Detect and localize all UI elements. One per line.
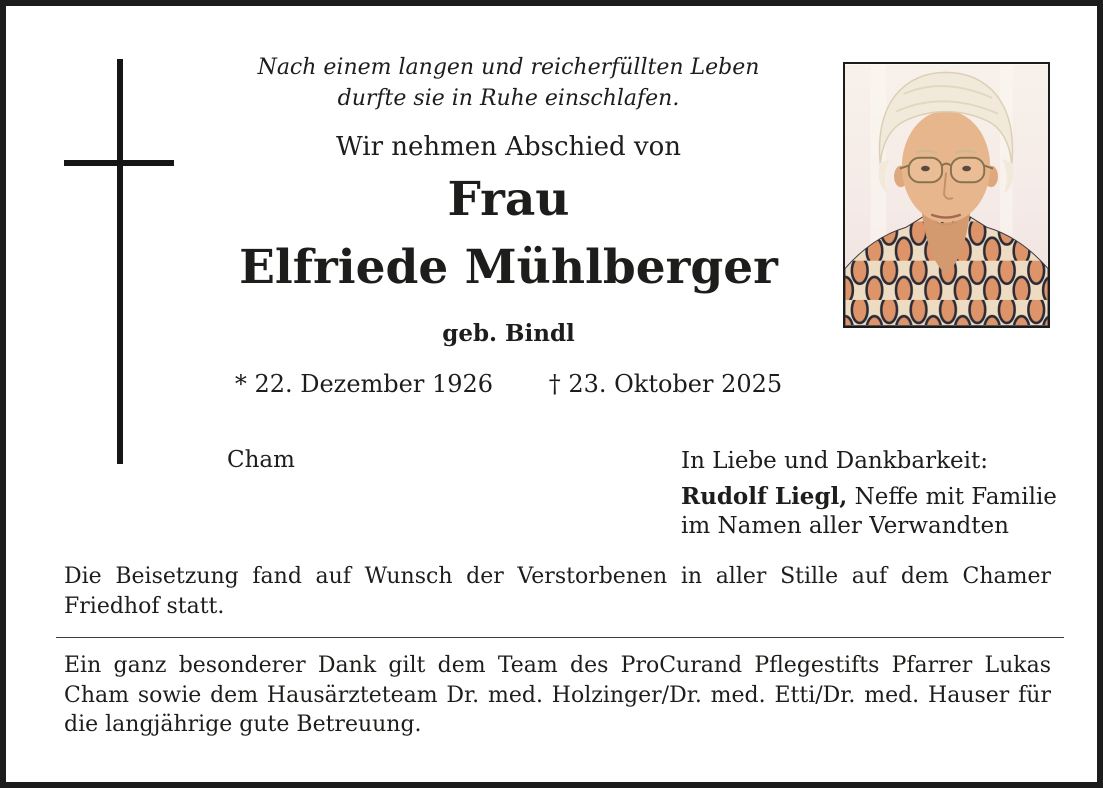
mourner-line-1 bbox=[681, 482, 1061, 512]
maiden-name: geb. Bindl bbox=[442, 320, 575, 347]
memorial-cross-horizontal-bar bbox=[64, 160, 174, 166]
thanks-note: Ein ganz besonderer Dank gilt dem Team des ProCurand Pflegestifts Pfarrer Lukas Cham sowie dem Hausärzteteam Dr. med. Holzinger/Dr. med. Etti/Dr. med. Hauser für die langjährige gute Betreuung. bbox=[64, 653, 1051, 737]
burial-note: Die Beisetzung fand auf Wunsch der Verstorbenen in aller Stille auf dem Chamer Friedhof statt. bbox=[64, 564, 1051, 619]
portrait-photo-illustration bbox=[845, 64, 1048, 326]
portrait-photo bbox=[843, 62, 1050, 328]
section-divider bbox=[56, 637, 1064, 638]
mourner-relation: Neffe mit Familie bbox=[854, 484, 1057, 510]
deceased-name: Elfriede Mühlberger bbox=[239, 240, 778, 295]
memorial-cross-vertical-bar bbox=[117, 59, 123, 464]
death-date: † 23. Oktober 2025 bbox=[548, 370, 783, 398]
mourners-block bbox=[681, 447, 1061, 541]
farewell-line: Wir nehmen Abschied von bbox=[336, 132, 681, 162]
birth-date: * 22. Dezember 1926 bbox=[234, 370, 494, 398]
mourner-line-2: im Namen aller Verwandten bbox=[681, 513, 1009, 539]
mourner-name: Rudolf Liegl, bbox=[681, 483, 848, 510]
epigraph-line-1: Nach einem langen und reicherfüllten Leben bbox=[257, 55, 760, 80]
salutation: Frau bbox=[447, 172, 570, 227]
epigraph-line-2: durfte sie in Ruhe einschlafen. bbox=[337, 86, 680, 111]
life-dates bbox=[191, 370, 826, 398]
condolence-heading: In Liebe und Dankbarkeit: bbox=[681, 448, 988, 474]
epigraph bbox=[191, 52, 826, 114]
place-name: Cham bbox=[227, 447, 295, 473]
